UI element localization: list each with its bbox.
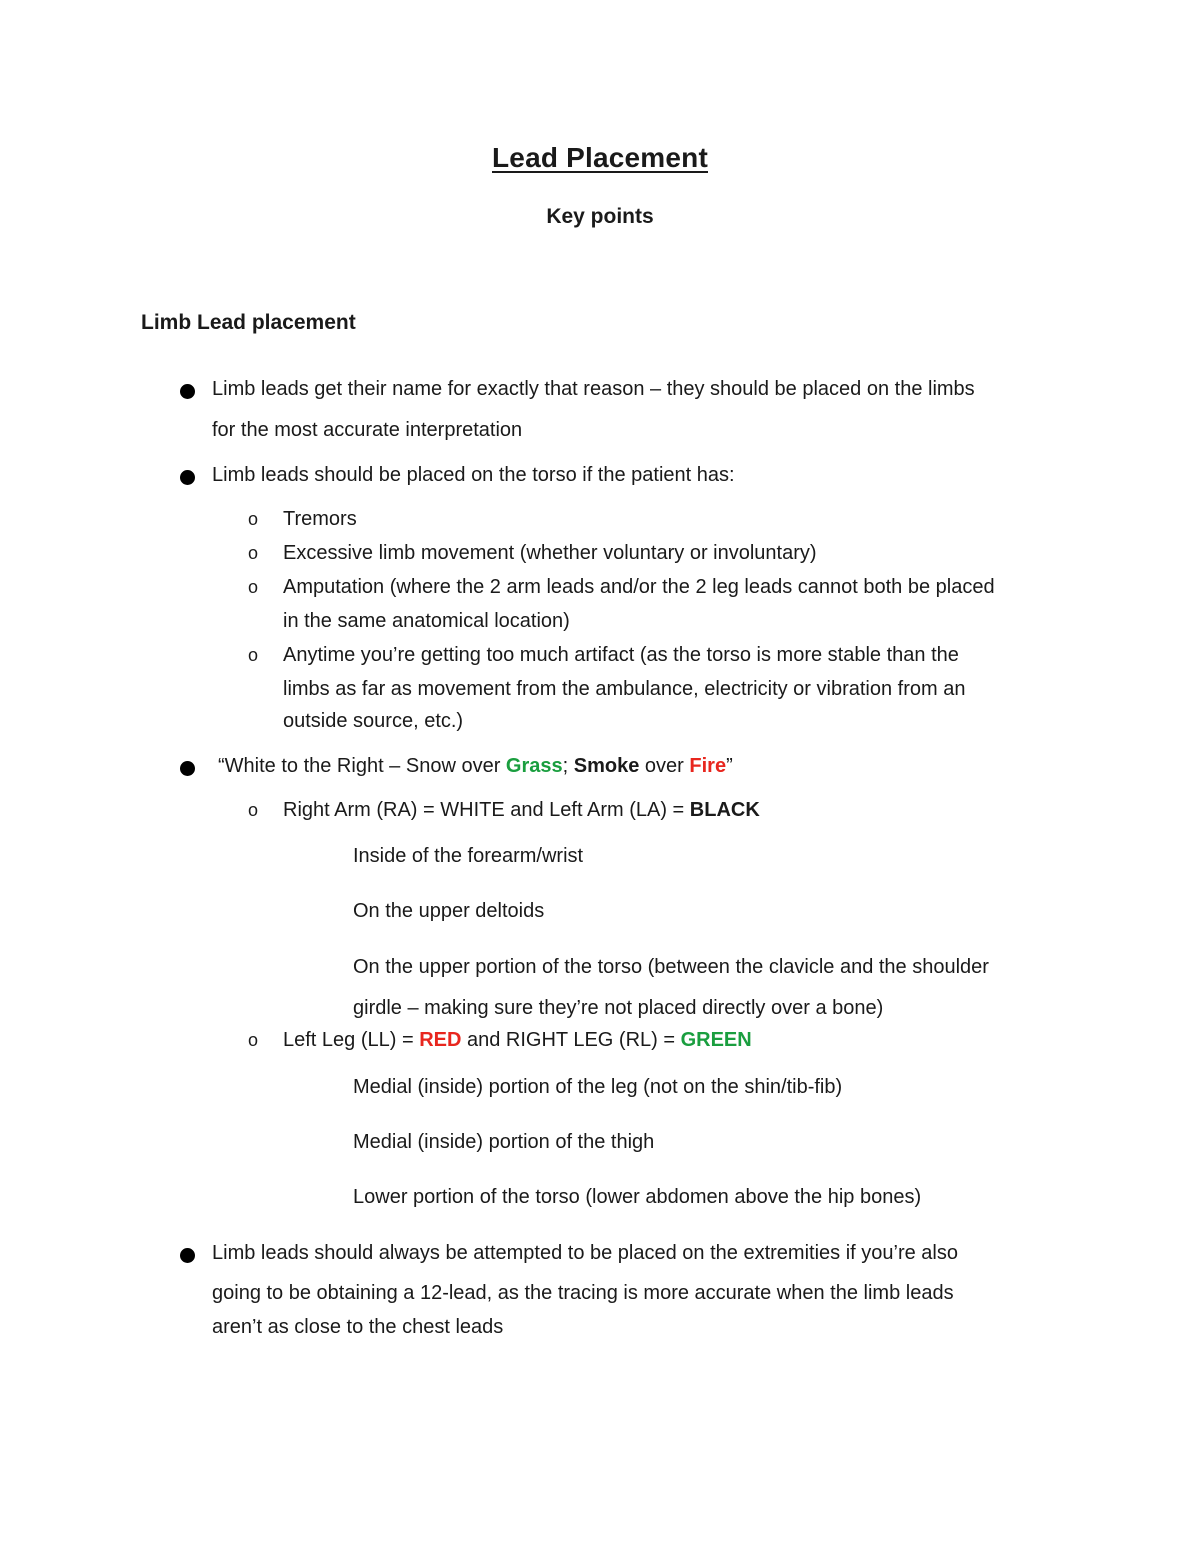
bullet-dot-3: [180, 761, 195, 776]
arm-placement-2: On the upper deltoids: [353, 900, 545, 922]
sub-bullet-marker: o: [248, 577, 259, 597]
sub-bullet-excessive-movement: Excessive limb movement (whether voluntary or involuntary): [283, 542, 817, 564]
bullet-4-line-1: Limb leads should always be attempted to be placed on the extremities if you’re also: [212, 1242, 958, 1264]
sub-bullet-marker: o: [248, 800, 259, 820]
page-title: Lead Placement: [492, 142, 708, 173]
sub-bullet-artifact-line-3: outside source, etc.): [283, 710, 464, 732]
sub-bullet-marker: o: [248, 509, 259, 529]
arm-placement-3-line-1: On the upper portion of the torso (between the clavicle and the shoulder: [353, 956, 989, 978]
leg-placement-2: Medial (inside) portion of the thigh: [353, 1131, 655, 1153]
bullet-4-line-2: going to be obtaining a 12-lead, as the tracing is more accurate when the limb leads: [212, 1282, 954, 1304]
arm-leads-label: [283, 798, 760, 822]
sub-bullet-marker: o: [248, 543, 259, 563]
bullet-dot-1: [180, 384, 195, 399]
mnemonic-close-quote: ”: [726, 755, 733, 777]
mnemonic-semicolon: ;: [562, 755, 574, 777]
mnemonic-smoke: Smoke: [573, 755, 640, 777]
sub-bullet-amputation-line-2: in the same anatomical location): [283, 610, 570, 632]
arm-placement-1: Inside of the forearm/wrist: [353, 845, 584, 867]
arm-placement-3-line-2: girdle – making sure they’re not placed directly over a bone): [353, 997, 884, 1019]
bullet-1-line-1: Limb leads get their name for exactly that reason – they should be placed on the limbs: [212, 378, 975, 400]
mnemonic-fire: Fire: [689, 755, 727, 777]
sub-bullet-artifact-line-1: Anytime you’re getting too much artifact (as the torso is more stable than the: [283, 644, 959, 666]
mnemonic-part-1: “White to the Right – Snow over: [218, 755, 506, 777]
arm-leads-text: Right Arm (RA) = WHITE and Left Arm (LA) =: [283, 799, 690, 821]
page-subtitle: Key points: [546, 205, 654, 228]
leg-leads-green: GREEN: [680, 1029, 752, 1051]
leg-placement-3: Lower portion of the torso (lower abdomen above the hip bones): [353, 1186, 922, 1208]
bullet-dot-2: [180, 470, 195, 485]
sub-bullet-marker: o: [248, 1030, 259, 1050]
bullet-dot-4: [180, 1248, 195, 1263]
bullet-1-line-2: for the most accurate interpretation: [212, 419, 523, 441]
leg-leads-text-2: and RIGHT LEG (RL) =: [461, 1029, 681, 1051]
mnemonic-grass: Grass: [505, 755, 563, 777]
sub-bullet-artifact-line-2: limbs as far as movement from the ambulance, electricity or vibration from an: [283, 678, 966, 700]
leg-leads-red: RED: [419, 1029, 462, 1051]
section-heading: Limb Lead placement: [141, 311, 356, 334]
bullet-2-text: Limb leads should be placed on the torso if the patient has:: [212, 464, 735, 486]
leg-placement-1: Medial (inside) portion of the leg (not on the shin/tib-fib): [353, 1076, 843, 1098]
sub-bullet-tremors: Tremors: [283, 508, 357, 530]
leg-leads-label: [283, 1028, 752, 1052]
mnemonic-over: over: [639, 755, 690, 777]
bullet-4-line-3: aren’t as close to the chest leads: [212, 1316, 504, 1338]
leg-leads-text-1: Left Leg (LL) =: [283, 1029, 420, 1051]
sub-bullet-marker: o: [248, 645, 259, 665]
arm-leads-black: BLACK: [689, 799, 760, 821]
mnemonic-line: [218, 754, 733, 778]
sub-bullet-amputation-line-1: Amputation (where the 2 arm leads and/or the 2 leg leads cannot both be placed: [283, 576, 995, 598]
